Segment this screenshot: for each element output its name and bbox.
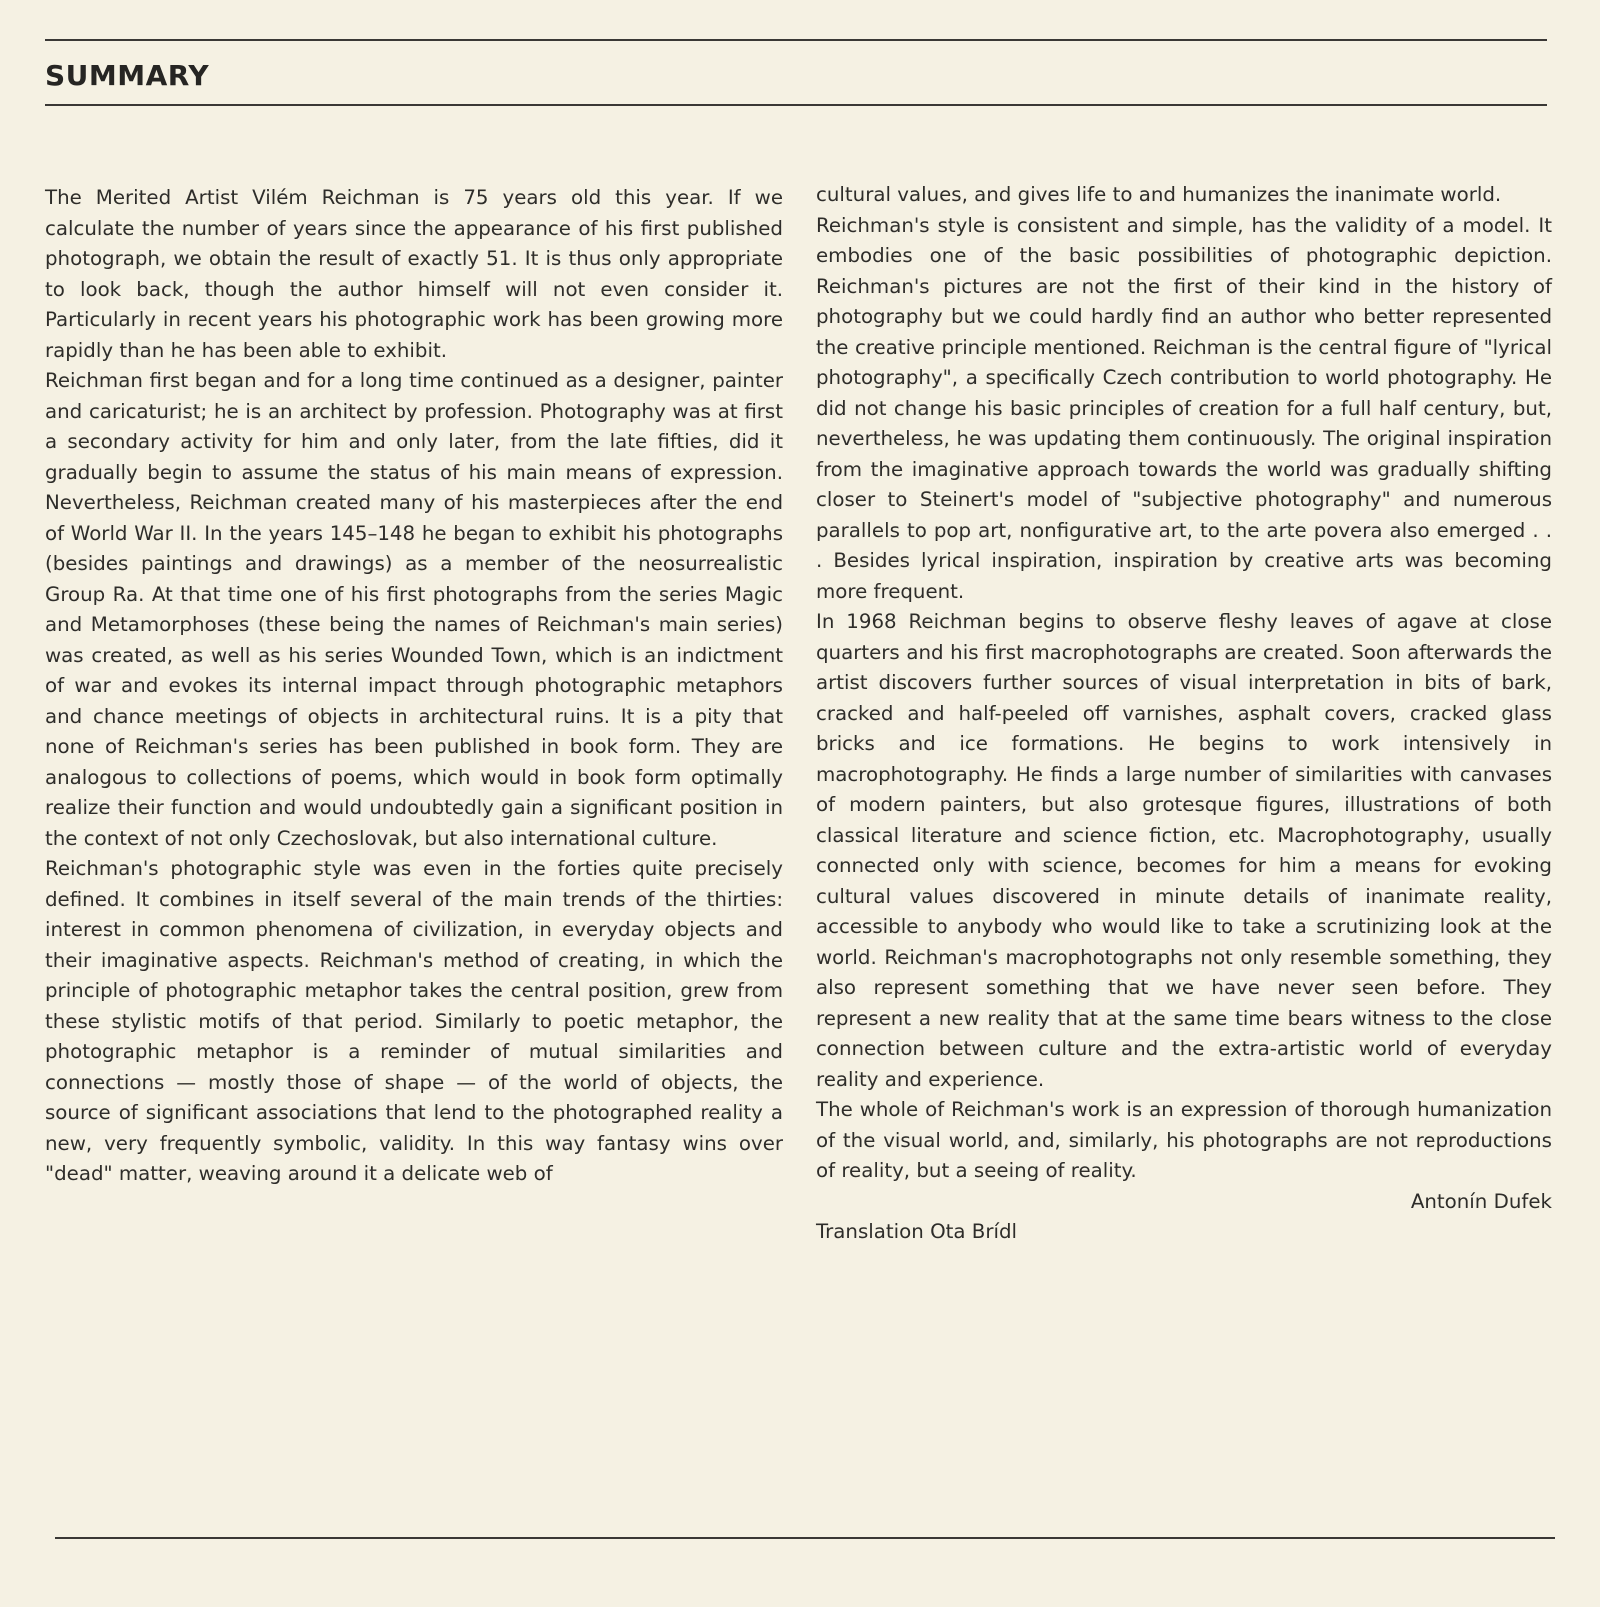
paragraph: In 1968 Reichman begins to observe fleshy leaves of agave at close quarters and his first macrophotographs are created. Soon afterwards the artist discovers further sources of visual interpretation in bits of bark, cracked and half-peeled off varnishes, asphalt covers, cracked glass bricks and ice formations. He begins to work intensively in macrophotography. He finds a large number of similarities with canvases of modern painters, but also grotesque figures, illustrations of both classical literature and science fiction, etc. Macrophotography, usually connected only with science, becomes for him a means for evoking cultural values discovered in minute details of inanimate reality, accessible to anybody who would like to take a scrutinizing look at the world. Reichman's macrophotographs not only resemble something, they also represent something that we have never seen before. They represent a new reality that at the same time bears witness to the close connection between culture and the extra-artistic world of everyday reality and experience. bbox=[816, 610, 1552, 1091]
summary-heading: SUMMARY bbox=[45, 59, 210, 92]
author-signature: Antonín Dufek bbox=[1410, 1189, 1552, 1213]
right-text-column bbox=[816, 180, 1552, 1248]
paragraph: The whole of Reichman's work is an expression of thorough humanization of the visual world, and, similarly, his photographs are not reproductions of reality, but a seeing of reality. bbox=[816, 1098, 1552, 1182]
top-rule bbox=[45, 39, 1547, 41]
paragraph: The Merited Artist Vilém Reichman is 75 years old this year. If we calculate the number of years since the appearance of his first published photograph, we obtain the result of exactly 51. It is thus only appropriate to look back, though the author himself will not even consider it. Particularly in recent years his photographic work has been growing more rapidly than he has been able to exhibit. bbox=[45, 186, 783, 362]
paragraph: Reichman's photographic style was even in the forties quite precisely defined. It combines in itself several of the main trends of the thirties: interest in common phenomena of civilization, in everyday objects and their imaginative aspects. Reichman's method of creating, in which the principle of photographic metaphor takes the central position, grew from these stylistic motifs of that period. Similarly to poetic metaphor, the photographic metaphor is a reminder of mutual similarities and connections — mostly those of shape — of the world of objects, the source of significant associations that lend to the photographed reality a new, very frequently symbolic, validity. In this way fantasy wins over "dead" matter, weaving around it a delicate web of bbox=[45, 857, 783, 1185]
heading-underline-rule bbox=[45, 104, 1547, 106]
left-text-column bbox=[45, 183, 783, 1190]
paragraph: Reichman first began and for a long time continued as a designer, painter and caricaturist; he is an architect by profession. Photography was at first a secondary activity for him and only later, from the late fifties, did it gradually begin to assume the status of his main means of expression. Nevertheless, Reichman created many of his masterpieces after the end of World War II. In the years 145–148 he began to exhibit his photographs (besides paintings and drawings) as a member of the neosurrealistic Group Ra. At that time one of his first photographs from the series Magic and Metamorphoses (these being the names of Reichman's main series) was created, as well as his series Wounded Town, which is an indictment of war and evokes its internal impact through photographic metaphors and chance meetings of objects in architectural ruins. It is a pity that none of Reichman's series has been published in book form. They are analogous to collections of poems, which would in book form optimally realize their function and would undoubtedly gain a significant position in the context of not only Czechoslovak, but also international culture. bbox=[45, 369, 783, 850]
bottom-rule bbox=[55, 1537, 1555, 1539]
paragraph: Reichman's style is consistent and simple, has the validity of a model. It embodies one of the basic possibilities of photographic depiction. Reichman's pictures are not the first of their kind in the history of photography but we could hardly find an author who better represented the creative principle mentioned. Reichman is the central figure of "lyrical photography", a specifically Czech contribution to world photography. He did not change his basic principles of creation for a full half century, but, nevertheless, he was updating them continuously. The original inspiration from the imaginative approach towards the world was gradually shifting closer to Steinert's model of "subjective photography" and numerous parallels to pop art, nonfigurative art, to the arte povera also emerged . . . Besides lyrical inspiration, inspiration by creative arts was becoming more frequent. bbox=[816, 213, 1552, 603]
translation-credit: Translation Ota Brídl bbox=[816, 1220, 1018, 1243]
paragraph: cultural values, and gives life to and humanizes the inanimate world. bbox=[816, 183, 1502, 206]
